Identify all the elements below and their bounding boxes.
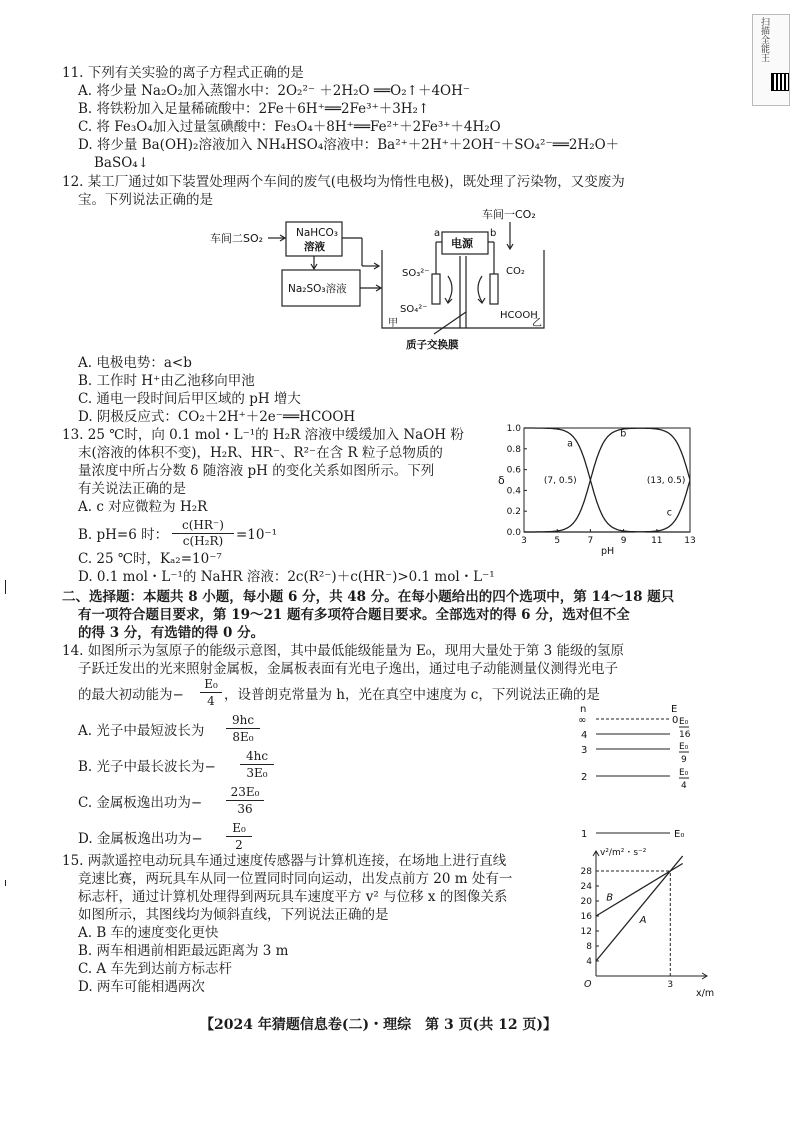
q14-stem: 14. 如图所示为氢原子的能级示意图，其中最低能级能量为 E₀，现用大量处于第 3 能级的氢原: [62, 643, 624, 659]
e-axis-label: E: [671, 704, 678, 715]
n-axis-label: n: [580, 704, 587, 715]
series-label-a: a: [567, 438, 573, 450]
electrolysis-diagram: [210, 208, 570, 358]
q14-option-d-prefix: D. 金属板逸出功为−: [78, 831, 203, 847]
q14-option-d-fraction: [226, 820, 252, 853]
q11-option-d: D. 将少量 Ba(OH)₂溶液加入 NH₄HSO₄溶液中：Ba²⁺＋2H⁺＋2OH⁻＋SO₄²⁻══2H₂O＋: [78, 137, 620, 153]
fraction-denominator: 3E₀: [246, 766, 268, 780]
level-inf-label: ∞: [578, 715, 587, 726]
q12-option-d: D. 阴极反应式：CO₂＋2H⁺＋2e⁻══HCOOH: [78, 409, 356, 425]
power-label: 电源: [451, 237, 473, 250]
inlet-left-label: 车间二SO₂: [210, 232, 264, 245]
q13-stem: 13. 25 ℃时，向 0.1 mol・L⁻¹的 H₂R 溶液中缓缓加入 NaOH 粉: [62, 427, 464, 443]
series-label-B: B: [606, 892, 614, 904]
y-tick-label: 0.8: [506, 444, 521, 455]
y-tick-label: 0.2: [506, 507, 521, 518]
x-axis-label: pH: [601, 546, 615, 557]
q12-option-a: A. 电极电势：a<b: [78, 355, 192, 371]
q13-option-b-fraction: [172, 518, 234, 549]
q14-option-b-fraction: [240, 748, 274, 781]
page-footer: 【2024 年猜题信息卷(二)・理综 第 3 页(共 12 页)】: [200, 1017, 558, 1033]
cell-yi-label: 乙: [532, 318, 542, 329]
q15-stem-4: 如图所示，其图线均为倾斜直线，下列说法正确的是: [78, 907, 389, 923]
delta-ph-chart: [494, 420, 704, 560]
level-3-energy-den: 9: [681, 755, 687, 765]
y-tick-label: 20: [580, 897, 592, 907]
y-tick-label: 1.0: [506, 424, 521, 434]
fraction-numerator: 23E₀: [226, 784, 264, 801]
annotation-point-2: (13, 0.5): [646, 476, 686, 486]
level-3-label: 3: [581, 745, 588, 756]
x-tick-label: 3: [521, 536, 527, 546]
origin-label: O: [584, 979, 592, 990]
series-label-A: A: [639, 915, 647, 926]
x-axis-label: x/m: [696, 988, 715, 999]
x-tick-label: 13: [684, 536, 696, 546]
fraction-denominator: c(H₂R): [182, 534, 224, 548]
scanner-badge: [752, 14, 790, 106]
fraction-numerator: 4hc: [240, 748, 274, 765]
x-tick-label: 3: [667, 980, 674, 990]
q15-option-d: D. 两车可能相遇两次: [78, 979, 205, 995]
hcooh-label: HCOOH: [500, 310, 538, 321]
cell-jia-label: 甲: [388, 318, 398, 329]
q14-option-c-prefix: C. 金属板逸出功为−: [78, 795, 203, 811]
level-4-energy-num: E₀: [679, 717, 689, 727]
q14-option-b-prefix: B. 光子中最长波长为−: [78, 759, 216, 775]
level-4-energy-den: 16: [679, 730, 691, 740]
y-tick-label: 0.4: [506, 486, 521, 497]
q11-option-c: C. 将 Fe₃O₄加入过量氢碘酸中：Fe₃O₄＋8H⁺══Fe²⁺＋2Fe³⁺＋4H₂O: [78, 119, 501, 135]
series-label-c: c: [666, 507, 672, 519]
q14-option-a-fraction: [226, 712, 260, 745]
fraction-denominator: 36: [237, 802, 253, 816]
fraction-numerator: c(HR⁻): [172, 518, 234, 534]
q12-option-c: C. 通电一段时间后甲区域的 pH 增大: [78, 391, 301, 407]
q14-stem-3-fraction: [200, 676, 222, 709]
electrode-b-label: b: [490, 228, 497, 239]
section-2-heading-2: 有一项符合题目要求，第 19～21 题有多项符合题目要求。全部选对的得 6 分，选对但不全: [78, 607, 630, 623]
co2-label: CO₂: [506, 266, 525, 277]
level-2-energy-den: 4: [681, 781, 687, 791]
binding-mark: [5, 580, 6, 594]
level-3-energy-num: E₀: [679, 742, 689, 752]
y-axis-label: δ: [498, 474, 505, 487]
nahco3-label: NaHCO₃: [296, 227, 338, 239]
y-tick-label: 16: [580, 912, 592, 922]
q11-option-d-cont: BaSO₄↓: [94, 155, 150, 171]
y-tick-label: 4: [586, 957, 592, 967]
q12-stem: 12. 某工厂通过如下装置处理两个车间的废气(电极均为惰性电极)，既处理了污染物，又变废为: [62, 174, 625, 190]
x-tick-label: 11: [651, 536, 663, 546]
series-label-b: b: [620, 428, 627, 440]
q13-stem-2: 末(溶液的体积不变)，H₂R、HR⁻、R²⁻在含 R 粒子总物质的: [78, 445, 443, 461]
q11-option-a: A. 将少量 Na₂O₂加入蒸馏水中：2O₂²⁻ ＋2H₂O ══O₂↑＋4OH⁻: [78, 83, 471, 99]
y-tick-label: 0.6: [506, 465, 521, 476]
q15-stem: 15. 两款遥控电动玩具车通过速度传感器与计算机连接，在场地上进行直线: [62, 853, 507, 869]
q15-option-a: A. B 车的速度变化更快: [78, 925, 219, 941]
y-tick-label: 24: [580, 882, 592, 892]
inlet-right-label: 车间一CO₂: [482, 208, 536, 221]
so4-label: SO₄²⁻: [400, 304, 428, 315]
section-2-heading: 二、选择题：本题共 8 小题，每小题 6 分，共 48 分。在每小题给出的四个选项中，第 14～18 题只: [62, 589, 675, 605]
y-tick-label: 12: [580, 927, 592, 937]
na2so3-label: Na₂SO₃溶液: [288, 283, 347, 295]
x-tick-label: 5: [554, 536, 561, 546]
electrode-a-label: a: [434, 228, 441, 239]
nahco3-solution-label: 溶液: [304, 241, 325, 253]
fraction-numerator: E₀: [200, 676, 222, 693]
q13-option-d: D. 0.1 mol・L⁻¹的 NaHR 溶液：2c(R²⁻)＋c(HR⁻)>0.1 mol・L⁻¹: [78, 569, 495, 585]
fraction-denominator: 2: [235, 838, 243, 852]
y-tick-label: 0.0: [506, 528, 521, 538]
q13-option-c: C. 25 ℃时，Kₐ₂=10⁻⁷: [78, 551, 222, 567]
q12-option-b: B. 工作时 H⁺由乙池移向甲池: [78, 373, 255, 389]
q13-option-a: A. c 对应微粒为 H₂R: [78, 499, 208, 515]
level-inf-energy: 0: [672, 715, 679, 726]
q15-stem-2: 竞速比赛，两玩具车从同一位置同时同向运动，出发点前方 20 m 处有一: [78, 871, 513, 887]
binding-mark: [5, 880, 6, 886]
q13-option-b-prefix: B. pH=6 时：: [78, 527, 169, 543]
level-1-label: 1: [581, 829, 588, 840]
level-2-energy-num: E₀: [679, 768, 689, 778]
q14-option-a-prefix: A. 光子中最短波长为: [78, 723, 205, 739]
qr-code-icon: [771, 73, 789, 91]
q14-option-c-fraction: [226, 784, 264, 817]
y-tick-label: 8: [586, 942, 592, 952]
annotation-point-1: (7, 0.5): [543, 476, 577, 486]
fraction-denominator: 8E₀: [232, 730, 254, 744]
fraction-numerator: E₀: [226, 820, 252, 837]
energy-level-diagram: [576, 702, 706, 840]
section-2-heading-3: 的得 3 分，有选错的得 0 分。: [78, 625, 265, 641]
level-4-label: 4: [581, 730, 588, 741]
q11-stem: 11. 下列有关实验的离子方程式正确的是: [62, 65, 304, 81]
q13-stem-3: 量浓度中所占分数 δ 随溶液 pH 的变化关系如图所示。下列: [78, 463, 435, 479]
series-c-curve: [524, 480, 690, 532]
q14-stem-2: 子跃迁发出的光来照射金属板，金属板表面有光电子逸出，通过电子动能测量仪测得光电子: [78, 661, 618, 677]
v2-x-chart: [566, 846, 715, 1000]
q13-option-b-suffix: =10⁻¹: [236, 527, 278, 543]
y-tick-label: 28: [580, 867, 592, 877]
q15-option-c: C. A 车先到达前方标志杆: [78, 961, 232, 977]
x-tick-label: 7: [587, 536, 594, 546]
level-2-label: 2: [581, 772, 588, 783]
x-tick-label: 9: [620, 536, 627, 546]
q13-stem-4: 有关说法正确的是: [78, 481, 186, 497]
level-1-energy: E₀: [674, 829, 685, 840]
q14-stem-3-suffix: ，设普朗克常量为 h，光在真空中速度为 c，下列说法正确的是: [224, 687, 600, 703]
q11-option-b: B. 将铁粉加入足量稀硫酸中：2Fe＋6H⁺══2Fe³⁺＋3H₂↑: [78, 101, 430, 117]
q14-stem-3-prefix: 的最大初动能为−: [78, 687, 184, 703]
scanner-label: 扫描全能王: [759, 17, 769, 62]
fraction-denominator: 4: [207, 694, 215, 708]
y-axis-label: v²/m²・s⁻²: [600, 848, 647, 858]
q12-stem-cont: 宝。下列说法正确的是: [78, 192, 213, 208]
fraction-numerator: 9hc: [226, 712, 260, 729]
so3-label: SO₃²⁻: [402, 268, 430, 279]
membrane-label: 质子交换膜: [406, 339, 459, 351]
q15-option-b: B. 两车相遇前相距最远距离为 3 m: [78, 943, 289, 959]
q15-stem-3: 标志杆，通过计算机处理得到两玩具车速度平方 v² 与位移 x 的图像关系: [78, 889, 508, 905]
